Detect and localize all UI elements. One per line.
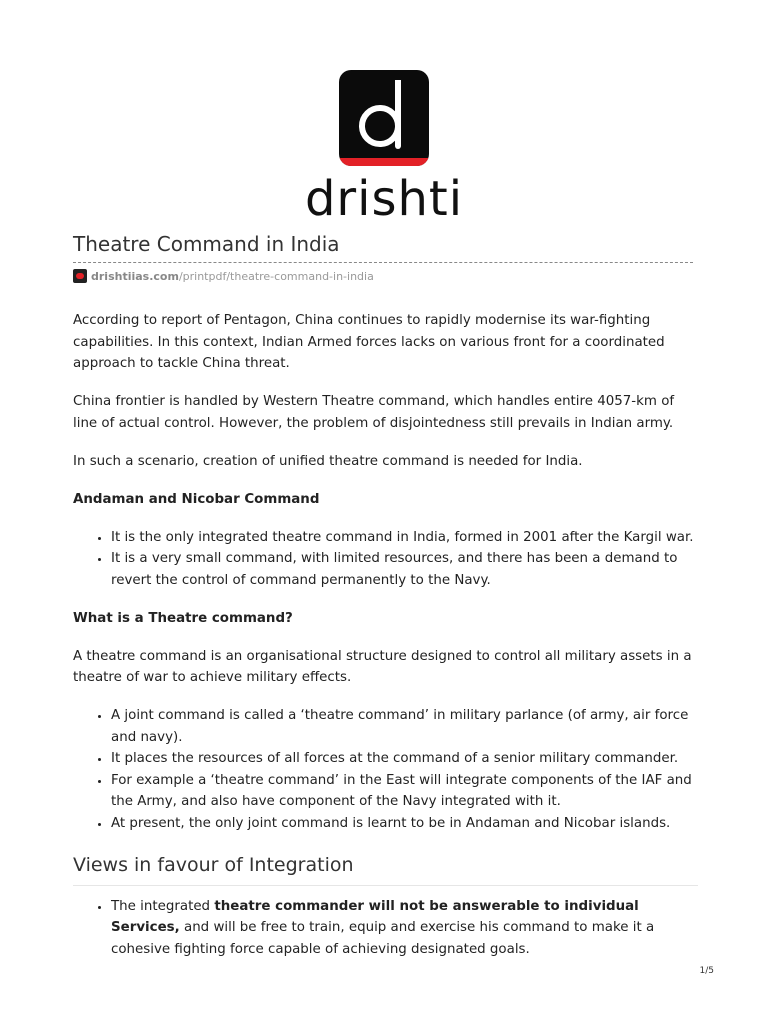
views-list [73,896,698,961]
list-item: • It is a very small command, with limited resources, and there has been a demand to revert the control of command permanently to the Navy. [111,548,698,591]
page-number: 1/5 [699,966,714,976]
source-domain[interactable]: drishtiias.com [91,270,179,283]
intro-paragraph-3: In such a scenario, creation of unified theatre command is needed for India. [73,453,583,469]
title-divider [73,262,693,263]
list-item: • A joint command is called a ‘theatre command’ in military parlance (of army, air force and navy). [111,705,698,748]
article-body [73,310,698,977]
views-bullet-bold: theatre commander will not be answerable to individual Services, [111,898,639,935]
list-item: • It places the resources of all forces at the command of a senior military commander. [111,748,698,770]
source-path[interactable]: /printpdf/theatre-command-in-india [178,270,374,283]
document-title: Theatre Command in India [73,232,340,256]
list-item: • At present, the only joint command is learnt to be in Andaman and Nicobar islands. [111,813,698,835]
theatre-command-list [73,705,698,834]
drishti-logo [0,70,768,228]
views-section-title: Views in favour of Integration [73,851,698,886]
brand-name: drishti [304,171,464,227]
intro-paragraph-2: China frontier is handled by Western Theatre command, which handles entire 4057-km of line of actual control. However, the problem of disjointedness still prevails in Indian army. [73,394,675,431]
source-link[interactable] [73,268,374,286]
list-item: • It is the only integrated theatre command in India, formed in 2001 after the Kargil war. [111,527,698,549]
views-bullet-suffix: and will be free to train, equip and exercise his command to make it a cohesive fighting force capable of achieving designated goals. [111,920,655,957]
drishti-favicon-icon [73,269,87,283]
list-item: • For example a ‘theatre command’ in the East will integrate components of the IAF and the Army, and also have component of the Navy integrated with it. [111,770,698,813]
andaman-list [73,527,698,592]
logo-letter-d-icon [356,80,412,152]
list-item [111,896,698,961]
intro-paragraph-1: According to report of Pentagon, China continues to rapidly modernise its war-fighting capabilities. In this context, Indian Armed forces lacks on various front for a coordinated approach to tackle China threat. [73,313,665,371]
views-bullet-prefix: The integrated [111,898,215,914]
andaman-heading: Andaman and Nicobar Command [73,491,320,507]
theatre-command-heading: What is a Theatre command? [73,610,293,626]
theatre-command-paragraph: A theatre command is an organisational structure designed to control all military assets in a theatre of war to achieve military effects. [73,648,692,685]
logo-red-bar [339,158,429,166]
drishti-logo-mark-icon [339,70,429,166]
